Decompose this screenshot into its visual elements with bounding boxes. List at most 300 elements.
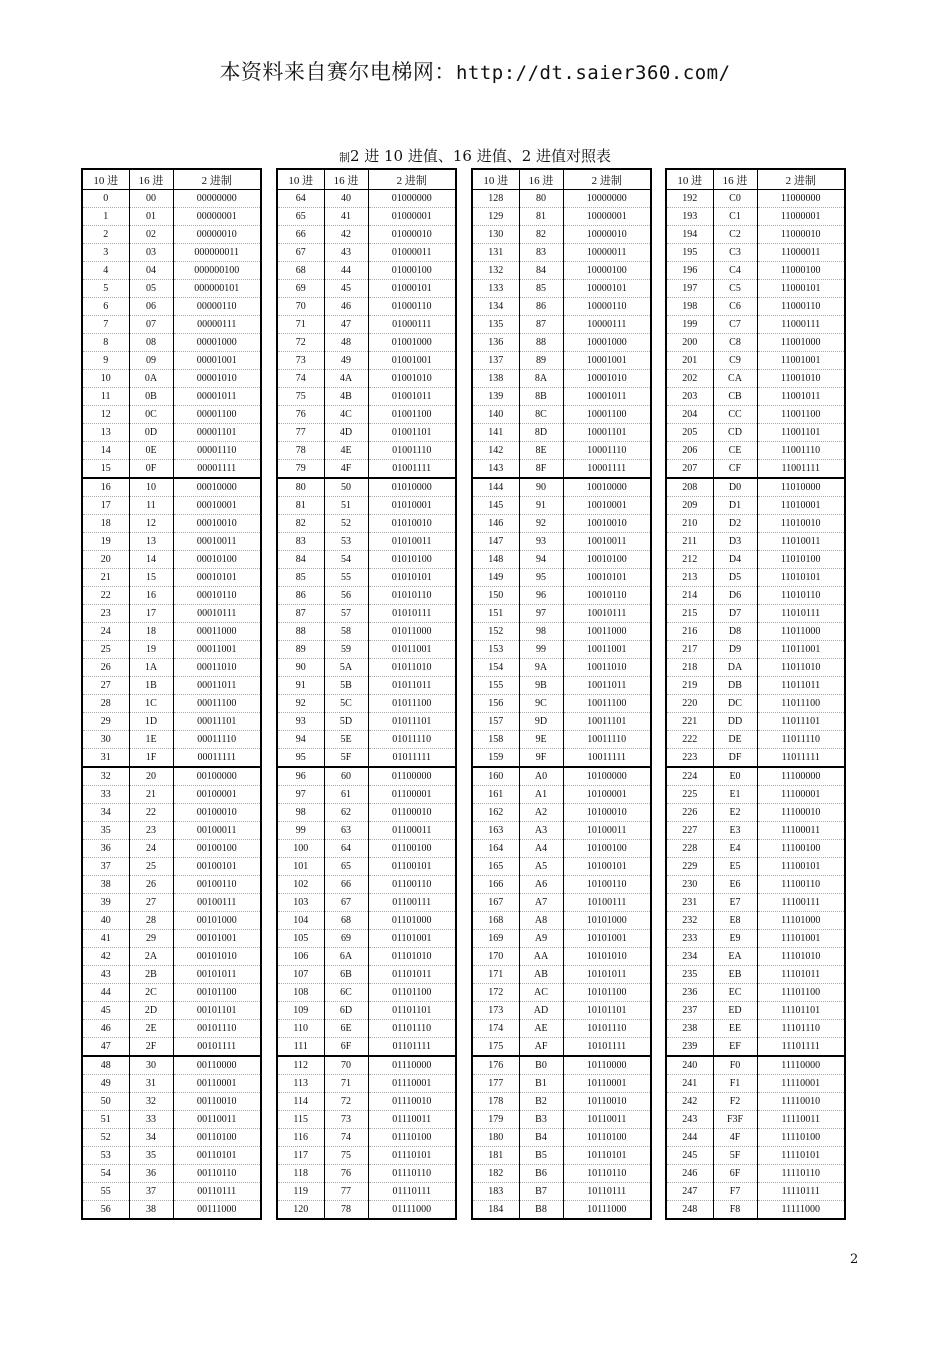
table-row [277, 424, 456, 442]
binary-cell: 01100000 [368, 767, 456, 786]
table-row [82, 515, 261, 533]
decimal-cell: 5 [82, 280, 129, 298]
decimal-cell: 238 [666, 1020, 713, 1038]
decimal-cell: 109 [277, 1002, 324, 1020]
table-row [82, 731, 261, 749]
hex-cell: 32 [129, 1093, 173, 1111]
hex-cell: 2D [129, 1002, 173, 1020]
table-row [472, 1056, 651, 1075]
decimal-cell: 144 [472, 478, 519, 497]
hex-cell: 1F [129, 749, 173, 768]
conversion-table-2 [276, 168, 457, 1220]
table-row [277, 822, 456, 840]
table-row [666, 569, 845, 587]
hex-cell: C7 [713, 316, 757, 334]
hex-cell: 12 [129, 515, 173, 533]
hex-cell: 67 [324, 894, 368, 912]
decimal-cell: 79 [277, 460, 324, 479]
decimal-cell: 240 [666, 1056, 713, 1075]
decimal-cell: 114 [277, 1093, 324, 1111]
table-row [82, 984, 261, 1002]
hex-cell: DF [713, 749, 757, 768]
table-row [277, 623, 456, 641]
binary-cell: 00010001 [173, 497, 261, 515]
decimal-cell: 21 [82, 569, 129, 587]
table-row [82, 894, 261, 912]
table-row [666, 460, 845, 479]
table-row [666, 1093, 845, 1111]
decimal-cell: 232 [666, 912, 713, 930]
binary-cell: 11110010 [757, 1093, 845, 1111]
binary-cell: 00111000 [173, 1201, 261, 1220]
hex-cell: 4F [324, 460, 368, 479]
decimal-cell: 231 [666, 894, 713, 912]
decimal-cell: 156 [472, 695, 519, 713]
decimal-cell: 83 [277, 533, 324, 551]
decimal-cell: 167 [472, 894, 519, 912]
hex-cell: 01 [129, 208, 173, 226]
table-row [666, 298, 845, 316]
binary-cell: 01101010 [368, 948, 456, 966]
decimal-cell: 157 [472, 713, 519, 731]
decimal-cell: 210 [666, 515, 713, 533]
hex-cell: 48 [324, 334, 368, 352]
decimal-cell: 172 [472, 984, 519, 1002]
table-row [666, 912, 845, 930]
table-row [82, 1147, 261, 1165]
decimal-cell: 177 [472, 1075, 519, 1093]
binary-cell: 01000010 [368, 226, 456, 244]
decimal-cell: 28 [82, 695, 129, 713]
table-row [277, 1075, 456, 1093]
hex-cell: A7 [519, 894, 563, 912]
decimal-cell: 22 [82, 587, 129, 605]
table-row [472, 749, 651, 768]
binary-cell: 11000001 [757, 208, 845, 226]
binary-cell: 11010110 [757, 587, 845, 605]
decimal-cell: 116 [277, 1129, 324, 1147]
table-row [82, 478, 261, 497]
decimal-cell: 29 [82, 713, 129, 731]
table-row [82, 406, 261, 424]
binary-cell: 00000010 [173, 226, 261, 244]
hex-cell: 8D [519, 424, 563, 442]
binary-cell: 10110110 [563, 1165, 651, 1183]
hex-cell: A5 [519, 858, 563, 876]
hex-cell: EC [713, 984, 757, 1002]
table-row [277, 677, 456, 695]
table-row [666, 352, 845, 370]
binary-cell: 11000000 [757, 190, 845, 208]
header-url-link[interactable]: http://dt.saier360.com/ [455, 62, 731, 84]
table-row [666, 1056, 845, 1075]
hex-cell: 84 [519, 262, 563, 280]
table-row [472, 1075, 651, 1093]
binary-cell: 00001010 [173, 370, 261, 388]
table-row [82, 298, 261, 316]
table-row [472, 1093, 651, 1111]
table-row [277, 569, 456, 587]
binary-cell: 10110000 [563, 1056, 651, 1075]
table-row [82, 226, 261, 244]
binary-cell: 11001001 [757, 352, 845, 370]
hex-cell: 1A [129, 659, 173, 677]
binary-cell: 11101010 [757, 948, 845, 966]
table-row [666, 280, 845, 298]
hex-cell: B8 [519, 1201, 563, 1220]
decimal-cell: 132 [472, 262, 519, 280]
binary-cell: 00001111 [173, 460, 261, 479]
hex-column-header: 16 进 [324, 169, 368, 190]
decimal-cell: 194 [666, 226, 713, 244]
table-row [277, 605, 456, 623]
decimal-cell: 110 [277, 1020, 324, 1038]
hex-cell: 92 [519, 515, 563, 533]
hex-cell: 06 [129, 298, 173, 316]
table-row [277, 876, 456, 894]
decimal-cell: 233 [666, 930, 713, 948]
binary-cell: 11110000 [757, 1056, 845, 1075]
binary-cell: 01000011 [368, 244, 456, 262]
hex-cell: 04 [129, 262, 173, 280]
hex-cell: 38 [129, 1201, 173, 1220]
decimal-cell: 37 [82, 858, 129, 876]
decimal-column-header: 10 进 [277, 169, 324, 190]
decimal-cell: 97 [277, 786, 324, 804]
decimal-cell: 150 [472, 587, 519, 605]
decimal-cell: 76 [277, 406, 324, 424]
table-row [666, 1183, 845, 1201]
binary-cell: 10001001 [563, 352, 651, 370]
binary-cell: 00011011 [173, 677, 261, 695]
binary-cell: 11001000 [757, 334, 845, 352]
decimal-cell: 3 [82, 244, 129, 262]
table-row [82, 605, 261, 623]
decimal-cell: 85 [277, 569, 324, 587]
decimal-cell: 199 [666, 316, 713, 334]
binary-cell: 10101010 [563, 948, 651, 966]
binary-cell: 01100100 [368, 840, 456, 858]
hex-cell: CB [713, 388, 757, 406]
hex-cell: B7 [519, 1183, 563, 1201]
hex-cell: 8B [519, 388, 563, 406]
hex-cell: 86 [519, 298, 563, 316]
hex-cell: CF [713, 460, 757, 479]
decimal-cell: 111 [277, 1038, 324, 1057]
binary-cell: 00101010 [173, 948, 261, 966]
binary-cell: 11000100 [757, 262, 845, 280]
binary-cell: 11110100 [757, 1129, 845, 1147]
decimal-cell: 166 [472, 876, 519, 894]
hex-cell: 44 [324, 262, 368, 280]
table-header-row [666, 169, 845, 190]
hex-cell: 49 [324, 352, 368, 370]
table-row [82, 948, 261, 966]
table-row [666, 388, 845, 406]
table-row [472, 208, 651, 226]
hex-cell: A2 [519, 804, 563, 822]
hex-cell: 5B [324, 677, 368, 695]
binary-cell: 00100001 [173, 786, 261, 804]
table-row [82, 786, 261, 804]
hex-cell: 6A [324, 948, 368, 966]
table-row [82, 244, 261, 262]
hex-cell: 4B [324, 388, 368, 406]
decimal-cell: 104 [277, 912, 324, 930]
hex-cell: B3 [519, 1111, 563, 1129]
hex-cell: 4C [324, 406, 368, 424]
binary-cell: 10011110 [563, 731, 651, 749]
hex-column-header: 16 进 [129, 169, 173, 190]
hex-cell: 41 [324, 208, 368, 226]
binary-column-header: 2 进制 [757, 169, 845, 190]
decimal-cell: 197 [666, 280, 713, 298]
binary-cell: 10101111 [563, 1038, 651, 1057]
hex-cell: 43 [324, 244, 368, 262]
table-row [277, 1111, 456, 1129]
binary-column-header: 2 进制 [368, 169, 456, 190]
binary-cell: 10011000 [563, 623, 651, 641]
decimal-cell: 207 [666, 460, 713, 479]
table-row [666, 659, 845, 677]
binary-cell: 11000101 [757, 280, 845, 298]
decimal-cell: 201 [666, 352, 713, 370]
hex-cell: 42 [324, 226, 368, 244]
hex-cell: D1 [713, 497, 757, 515]
hex-cell: 97 [519, 605, 563, 623]
binary-cell: 11010001 [757, 497, 845, 515]
table-row [472, 695, 651, 713]
decimal-cell: 244 [666, 1129, 713, 1147]
hex-cell: 9D [519, 713, 563, 731]
decimal-cell: 11 [82, 388, 129, 406]
decimal-cell: 161 [472, 786, 519, 804]
binary-cell: 01100001 [368, 786, 456, 804]
table-row [277, 930, 456, 948]
decimal-cell: 149 [472, 569, 519, 587]
decimal-cell: 228 [666, 840, 713, 858]
hex-cell: 17 [129, 605, 173, 623]
decimal-cell: 44 [82, 984, 129, 1002]
decimal-cell: 27 [82, 677, 129, 695]
hex-cell: C4 [713, 262, 757, 280]
hex-cell: 5F [713, 1147, 757, 1165]
binary-cell: 01101100 [368, 984, 456, 1002]
table-row [472, 822, 651, 840]
hex-cell: 73 [324, 1111, 368, 1129]
hex-cell: 2B [129, 966, 173, 984]
hex-cell: 9F [519, 749, 563, 768]
hex-cell: AD [519, 1002, 563, 1020]
table-row [82, 208, 261, 226]
decimal-cell: 115 [277, 1111, 324, 1129]
conversion-table-1 [81, 168, 262, 1220]
decimal-cell: 139 [472, 388, 519, 406]
table-row [82, 713, 261, 731]
hex-cell: A4 [519, 840, 563, 858]
hex-cell: EF [713, 1038, 757, 1057]
decimal-cell: 107 [277, 966, 324, 984]
decimal-cell: 33 [82, 786, 129, 804]
decimal-cell: 24 [82, 623, 129, 641]
hex-cell: A6 [519, 876, 563, 894]
binary-cell: 11101011 [757, 966, 845, 984]
table-row [277, 1056, 456, 1075]
binary-cell: 00000111 [173, 316, 261, 334]
decimal-cell: 242 [666, 1093, 713, 1111]
table-row [277, 1165, 456, 1183]
decimal-cell: 68 [277, 262, 324, 280]
table-row [472, 244, 651, 262]
decimal-cell: 162 [472, 804, 519, 822]
binary-cell: 00101011 [173, 966, 261, 984]
decimal-cell: 219 [666, 677, 713, 695]
table-row [82, 1038, 261, 1057]
hex-cell: 95 [519, 569, 563, 587]
decimal-cell: 6 [82, 298, 129, 316]
hex-cell: F0 [713, 1056, 757, 1075]
binary-cell: 00101000 [173, 912, 261, 930]
hex-cell: 6E [324, 1020, 368, 1038]
hex-cell: 4F [713, 1129, 757, 1147]
decimal-cell: 86 [277, 587, 324, 605]
hex-cell: AC [519, 984, 563, 1002]
hex-cell: 10 [129, 478, 173, 497]
binary-cell: 01101111 [368, 1038, 456, 1057]
binary-cell: 000000101 [173, 280, 261, 298]
binary-cell: 11011110 [757, 731, 845, 749]
hex-cell: A9 [519, 930, 563, 948]
binary-cell: 10000000 [563, 190, 651, 208]
binary-cell: 10010000 [563, 478, 651, 497]
binary-cell: 01001011 [368, 388, 456, 406]
hex-cell: E3 [713, 822, 757, 840]
hex-cell: 99 [519, 641, 563, 659]
hex-cell: D6 [713, 587, 757, 605]
binary-cell: 00110001 [173, 1075, 261, 1093]
decimal-cell: 155 [472, 677, 519, 695]
table-row [82, 262, 261, 280]
binary-cell: 00011100 [173, 695, 261, 713]
table-row [472, 352, 651, 370]
binary-cell: 11100101 [757, 858, 845, 876]
hex-cell: 82 [519, 226, 563, 244]
table-row [472, 984, 651, 1002]
decimal-cell: 151 [472, 605, 519, 623]
table-row [82, 190, 261, 208]
table-row [666, 497, 845, 515]
decimal-cell: 99 [277, 822, 324, 840]
decimal-cell: 94 [277, 731, 324, 749]
hex-cell: D5 [713, 569, 757, 587]
decimal-cell: 106 [277, 948, 324, 966]
table-row [472, 388, 651, 406]
binary-cell: 10011010 [563, 659, 651, 677]
table-row [82, 352, 261, 370]
binary-cell: 00010100 [173, 551, 261, 569]
table-row [82, 912, 261, 930]
decimal-cell: 69 [277, 280, 324, 298]
hex-cell: A8 [519, 912, 563, 930]
binary-cell: 10101101 [563, 1002, 651, 1020]
binary-cell: 01101000 [368, 912, 456, 930]
table-row [277, 244, 456, 262]
table-row [277, 190, 456, 208]
hex-cell: 34 [129, 1129, 173, 1147]
binary-cell: 11110110 [757, 1165, 845, 1183]
hex-cell: 03 [129, 244, 173, 262]
table-row [472, 623, 651, 641]
hex-cell: B6 [519, 1165, 563, 1183]
binary-cell: 01010100 [368, 551, 456, 569]
binary-cell: 00101100 [173, 984, 261, 1002]
table-header-row [472, 169, 651, 190]
binary-cell: 11010101 [757, 569, 845, 587]
decimal-cell: 134 [472, 298, 519, 316]
table-row [472, 190, 651, 208]
binary-cell: 10010011 [563, 533, 651, 551]
table-row [277, 587, 456, 605]
binary-cell: 00001001 [173, 352, 261, 370]
decimal-cell: 179 [472, 1111, 519, 1129]
binary-cell: 00000110 [173, 298, 261, 316]
hex-cell: CD [713, 424, 757, 442]
hex-cell: 1B [129, 677, 173, 695]
binary-cell: 01101011 [368, 966, 456, 984]
decimal-cell: 247 [666, 1183, 713, 1201]
hex-cell: 0E [129, 442, 173, 460]
binary-cell: 01000111 [368, 316, 456, 334]
binary-cell: 01110001 [368, 1075, 456, 1093]
hex-cell: C0 [713, 190, 757, 208]
hex-cell: 18 [129, 623, 173, 641]
hex-cell: 6C [324, 984, 368, 1002]
binary-cell: 11001011 [757, 388, 845, 406]
table-row [472, 478, 651, 497]
decimal-cell: 128 [472, 190, 519, 208]
decimal-cell: 42 [82, 948, 129, 966]
decimal-cell: 66 [277, 226, 324, 244]
decimal-cell: 105 [277, 930, 324, 948]
hex-cell: 55 [324, 569, 368, 587]
table-row [666, 731, 845, 749]
hex-cell: 33 [129, 1111, 173, 1129]
hex-cell: CC [713, 406, 757, 424]
decimal-cell: 227 [666, 822, 713, 840]
hex-cell: 51 [324, 497, 368, 515]
binary-cell: 11101100 [757, 984, 845, 1002]
table-row [472, 334, 651, 352]
hex-cell: 62 [324, 804, 368, 822]
binary-cell: 00101110 [173, 1020, 261, 1038]
decimal-cell: 234 [666, 948, 713, 966]
hex-cell: 37 [129, 1183, 173, 1201]
decimal-cell: 119 [277, 1183, 324, 1201]
decimal-cell: 230 [666, 876, 713, 894]
binary-cell: 00010011 [173, 533, 261, 551]
table-row [472, 948, 651, 966]
decimal-cell: 89 [277, 641, 324, 659]
decimal-cell: 153 [472, 641, 519, 659]
binary-cell: 11001010 [757, 370, 845, 388]
hex-cell: 14 [129, 551, 173, 569]
hex-cell: CE [713, 442, 757, 460]
table-row [472, 894, 651, 912]
hex-cell: 75 [324, 1147, 368, 1165]
binary-cell: 10011100 [563, 695, 651, 713]
hex-cell: 74 [324, 1129, 368, 1147]
table-row [277, 316, 456, 334]
